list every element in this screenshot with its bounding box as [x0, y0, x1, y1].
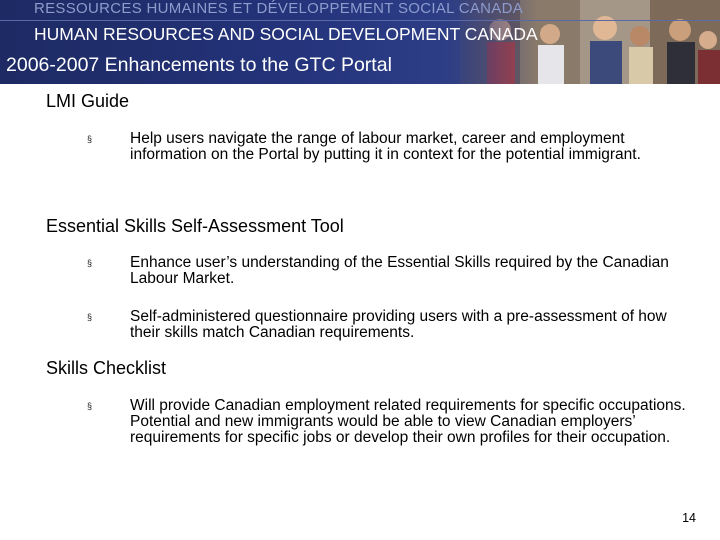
section-heading-skills-checklist: Skills Checklist: [46, 358, 167, 378]
bullet-text: Will provide Canadian employment related requirements for specific occupations. Potential and new immigrants would be able to view Canadian employers’ requirements for specific jobs or develop their own profiles for their occupation.: [130, 397, 686, 446]
bullet-marker: §: [87, 312, 93, 322]
section-heading-essential-skills: Essential Skills Self-Assessment Tool: [46, 216, 344, 236]
header-banner: [0, 0, 720, 84]
bullet-text: Enhance user’s understanding of the Essential Skills required by the Canadian Labour Market.: [130, 254, 669, 287]
department-title-french: RESSOURCES HUMAINES ET DÉVELOPPEMENT SOCIAL CANADA: [34, 0, 524, 17]
bullet-marker: §: [87, 401, 93, 411]
bullet-marker: §: [87, 134, 93, 144]
bullet-text: Self-administered questionnaire providing users with a pre-assessment of how their skills match Canadian requirements.: [130, 308, 667, 341]
page-number: 14: [682, 511, 696, 525]
department-title-english: HUMAN RESOURCES AND SOCIAL DEVELOPMENT CANADA: [34, 24, 538, 44]
slide-title: 2006-2007 Enhancements to the GTC Portal: [6, 54, 392, 76]
section-heading-lmi-guide: LMI Guide: [46, 91, 130, 111]
bullet-text: Help users navigate the range of labour market, career and employment information on the Portal by putting it in context for the potential immigrant.: [130, 130, 641, 163]
banner-divider: [0, 20, 720, 21]
bullet-marker: §: [87, 258, 93, 268]
